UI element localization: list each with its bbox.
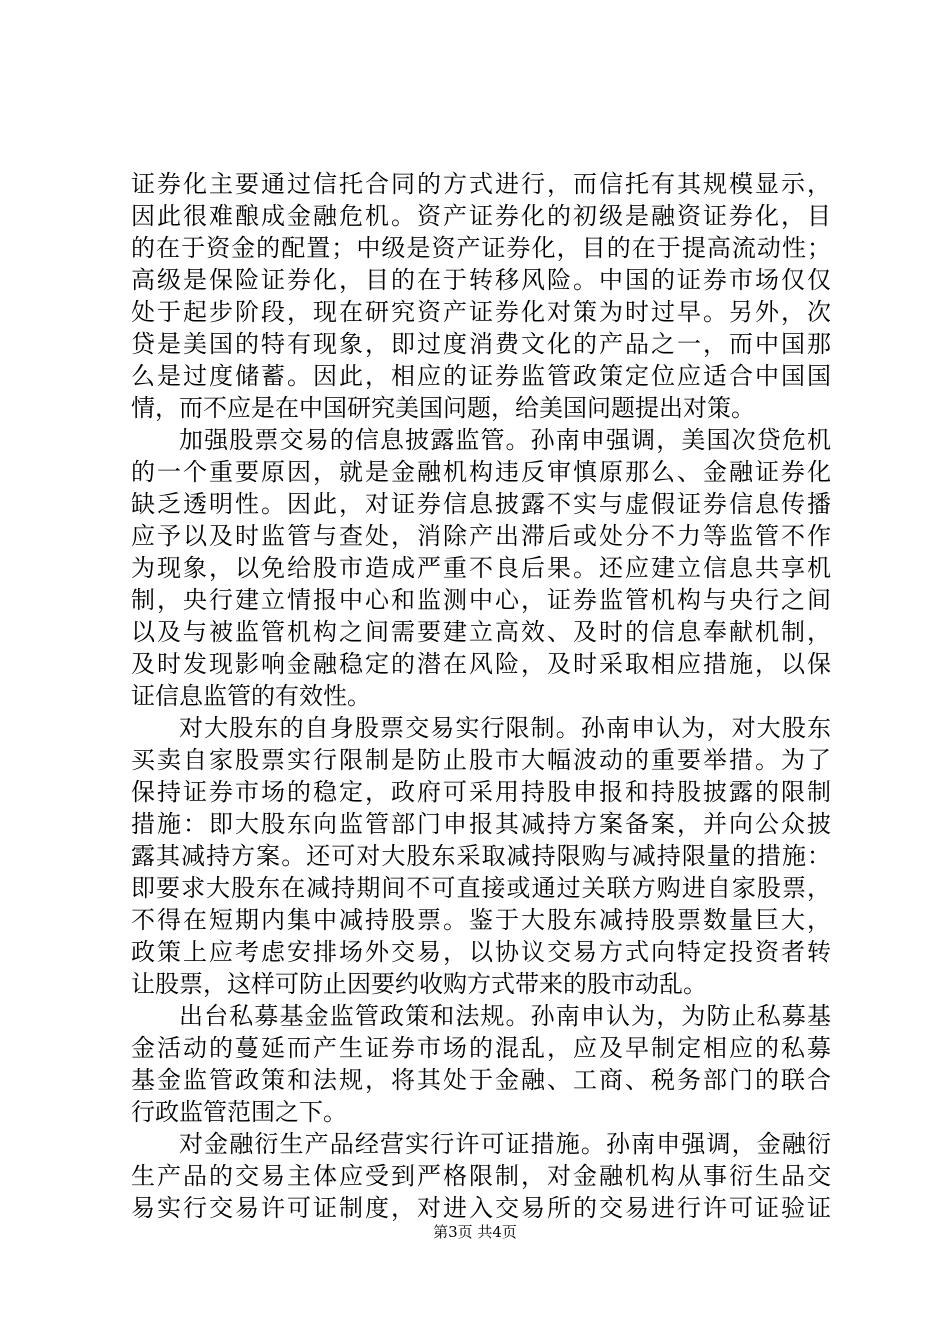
text-line: 的在于资金的配置；中级是资产证券化，目的在于提高流动性； [131, 234, 831, 262]
text-line: 应予以及时监管与查处，消除产出滞后或处分不力等监管不作 [131, 522, 831, 550]
paragraph-3 [131, 712, 831, 1000]
paragraph-5 [131, 1128, 831, 1224]
text-line: 缺乏透明性。因此，对证券信息披露不实与虚假证券信息传播 [131, 490, 831, 518]
text-line: 措施：即大股东向监管部门申报其减持方案备案，并向公众披 [131, 810, 831, 838]
text-line: 为现象，以免给股市造成严重不良后果。还应建立信息共享机 [131, 554, 831, 582]
body-text [131, 168, 831, 1224]
text-line: 证券化主要通过信托合同的方式进行，而信托有其规模显示， [131, 170, 831, 198]
text-line: 么是过度储蓄。因此，相应的证券监管政策定位应适合中国国 [131, 362, 831, 390]
text-line: 不得在短期内集中减持股票。鉴于大股东减持股票数量巨大， [131, 906, 831, 934]
text-line: 买卖自家股票实行限制是防止股市大幅波动的重要举措。为了 [131, 746, 831, 774]
text-line: 出台私募基金监管政策和法规。孙南申认为，为防止私募基 [179, 1002, 831, 1030]
text-line: 即要求大股东在减持期间不可直接或通过关联方购进自家股票， [131, 874, 831, 902]
text-line: 政策上应考虑安排场外交易，以协议交易方式向特定投资者转 [131, 938, 831, 966]
text-line: 加强股票交易的信息披露监管。孙南申强调，美国次贷危机 [179, 426, 831, 454]
text-line: 行政监管范围之下。 [131, 1098, 347, 1126]
text-line: 金活动的蔓延而产生证券市场的混乱，应及早制定相应的私募 [131, 1034, 831, 1062]
text-line: 让股票，这样可防止因要约收购方式带来的股市动乱。 [131, 970, 707, 998]
paragraph-1 [131, 168, 831, 424]
text-line: 证信息监管的有效性。 [131, 682, 371, 710]
text-line: 对大股东的自身股票交易实行限制。孙南申认为，对大股东 [179, 714, 831, 742]
text-line: 对金融衍生产品经营实行许可证措施。孙南申强调，金融衍 [179, 1130, 831, 1158]
text-line: 制，央行建立情报中心和监测中心，证券监管机构与央行之间 [131, 586, 831, 614]
text-line: 及时发现影响金融稳定的潜在风险，及时采取相应措施，以保 [131, 650, 831, 678]
text-line: 情，而不应是在中国研究美国问题，给美国问题提出对策。 [131, 394, 755, 422]
text-line: 高级是保险证券化，目的在于转移风险。中国的证券市场仅仅 [131, 266, 831, 294]
page-number-footer: 第3页 共4页 [433, 1223, 517, 1241]
text-line: 处于起步阶段，现在研究资产证券化对策为时过早。另外，次 [131, 298, 831, 326]
text-line: 露其减持方案。还可对大股东采取减持限购与减持限量的措施： [131, 842, 831, 870]
text-line: 以及与被监管机构之间需要建立高效、及时的信息奉献机制， [131, 618, 831, 646]
text-line: 易实行交易许可证制度，对进入交易所的交易进行许可证验证 [131, 1194, 831, 1222]
text-line: 基金监管政策和法规，将其处于金融、工商、税务部门的联合 [131, 1066, 831, 1094]
text-line: 贷是美国的特有现象，即过度消费文化的产品之一，而中国那 [131, 330, 831, 358]
text-line: 保持证券市场的稳定，政府可采用持股申报和持股披露的限制 [131, 778, 831, 806]
paragraph-4 [131, 1000, 831, 1128]
paragraph-2 [131, 424, 831, 712]
text-line: 因此很难酿成金融危机。资产证券化的初级是融资证券化，目 [131, 202, 831, 230]
text-line: 的一个重要原因，就是金融机构违反审慎原那么、金融证券化 [131, 458, 831, 486]
text-line: 生产品的交易主体应受到严格限制，对金融机构从事衍生品交 [131, 1162, 831, 1190]
